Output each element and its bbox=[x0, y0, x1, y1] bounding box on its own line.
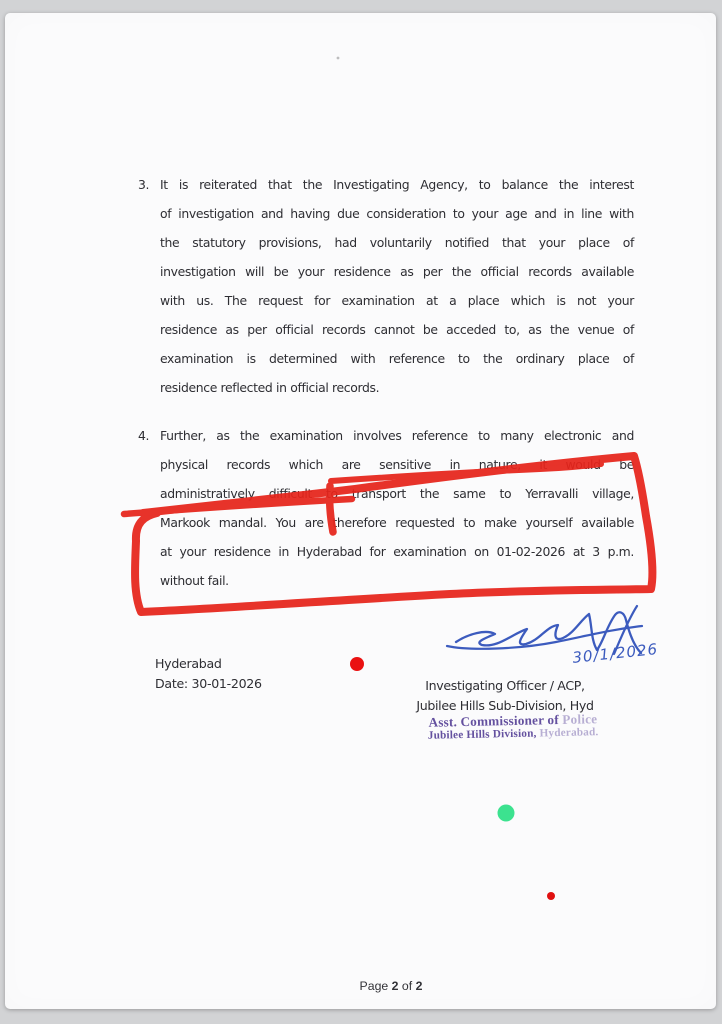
stamp-title-faded: Police bbox=[562, 711, 598, 727]
page-label: Page bbox=[359, 979, 392, 993]
handwritten-date: 30/1/2026 bbox=[571, 639, 659, 667]
date-line: Date: 30-01-2026 bbox=[155, 675, 262, 691]
text-line: residence as per official records cannot be acceded to, as the venue of bbox=[160, 322, 634, 337]
page-current: 2 bbox=[391, 979, 399, 993]
stamp-division: Jubilee Hills Division, bbox=[427, 727, 540, 742]
text-line: without fail. bbox=[160, 573, 229, 588]
text-line: at your residence in Hyderabad for examination on 01-02-2026 at 3 p.m. bbox=[160, 544, 634, 559]
page-total: 2 bbox=[415, 979, 423, 993]
text-line: residence reflected in official records. bbox=[160, 380, 380, 395]
paragraph-3 bbox=[138, 170, 634, 402]
place-line: Hyderabad bbox=[155, 656, 222, 671]
text-line: Further, as the examination involves reference to many electronic and bbox=[160, 428, 634, 443]
text-line: administratively difficult to transport the same to Yerravalli village, bbox=[160, 486, 634, 501]
document-page bbox=[5, 13, 716, 1009]
page-footer bbox=[316, 979, 466, 993]
text-line: It is reiterated that the Investigating Agency, to balance the interest bbox=[160, 177, 634, 192]
officer-block bbox=[399, 676, 611, 715]
stamp-division-faded: Hyderabad. bbox=[539, 726, 599, 740]
text-line: investigation will be your residence as per the official records available bbox=[160, 264, 634, 279]
paragraph-4 bbox=[138, 421, 634, 595]
text-line: the statutory provisions, had voluntarily notified that your place of bbox=[160, 235, 634, 250]
text-line: physical records which are sensitive in nature, it would be bbox=[160, 457, 634, 472]
paragraph-4-number: 4. bbox=[138, 428, 150, 443]
police-stamp bbox=[397, 711, 630, 744]
officer-designation: Investigating Officer / ACP, bbox=[425, 678, 585, 693]
paragraph-3-number: 3. bbox=[138, 177, 150, 192]
text-line: of investigation and having due consideration to your age and in line with bbox=[160, 206, 634, 221]
place-date-block bbox=[155, 654, 262, 693]
text-line: with us. The request for examination at a place which is not your bbox=[160, 293, 634, 308]
text-line: examination is determined with reference to the ordinary place of bbox=[160, 351, 634, 366]
page-of-label: of bbox=[398, 979, 416, 993]
text-line: Markook mandal. You are therefore requested to make yourself available bbox=[160, 515, 634, 530]
stamp-title: Asst. Commissioner of bbox=[428, 711, 563, 730]
officer-division: Jubilee Hills Sub-Division, Hyd bbox=[416, 697, 594, 713]
